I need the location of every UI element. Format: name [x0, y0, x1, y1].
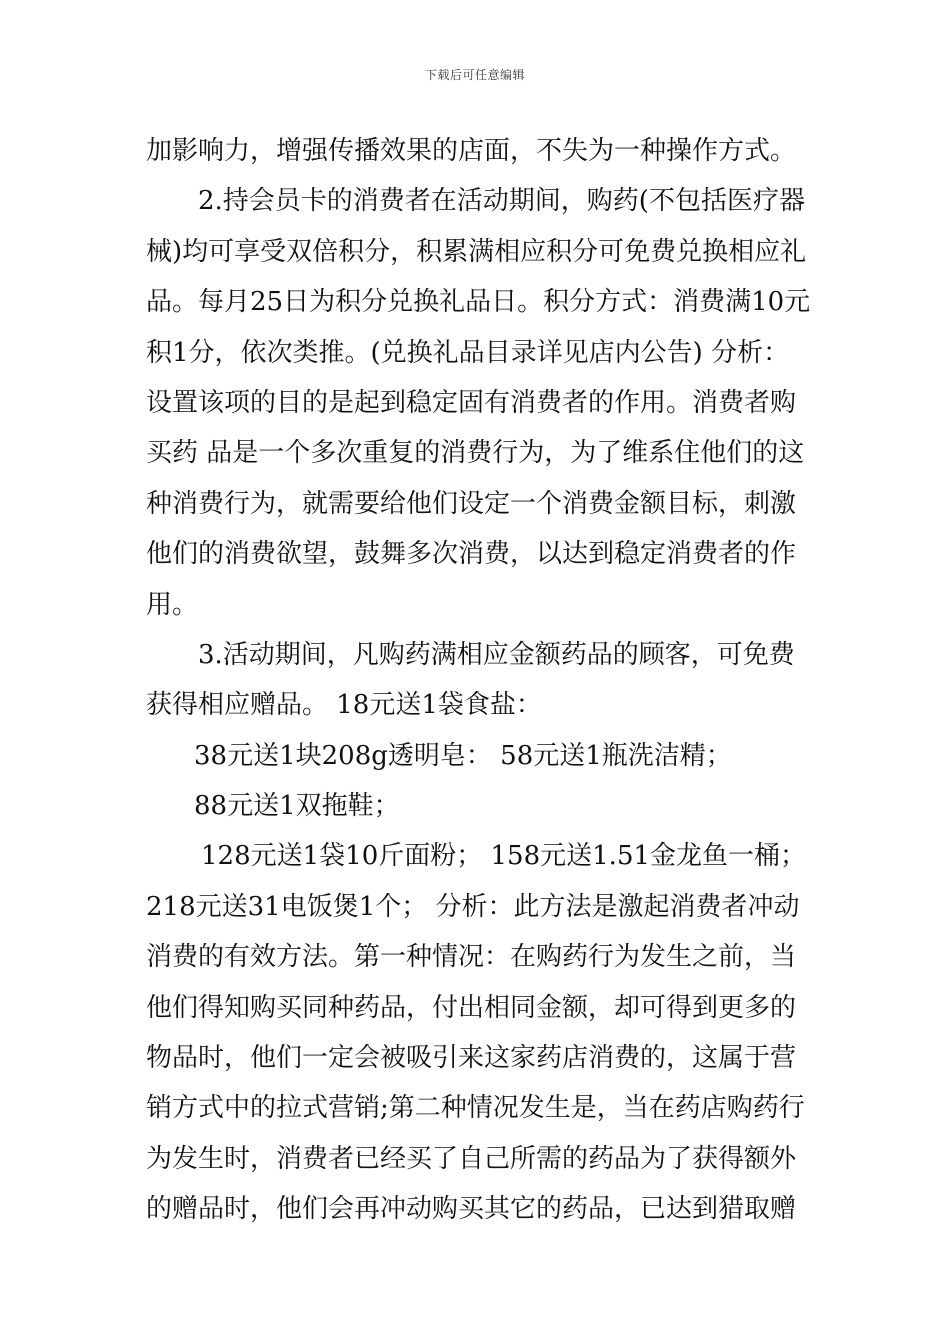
- text-line: 设置该项的目的是起到稳定固有消费者的作用。消费者购: [146, 387, 797, 418]
- text-line: 种消费行为，就需要给他们设定一个消费金额目标，刺激: [146, 488, 797, 519]
- text-line: 他们的消费欲望，鼓舞多次消费，以达到稳定消费者的作: [146, 539, 797, 570]
- text-line: 加影响力，增强传播效果的店面，不失为一种操作方式。: [146, 136, 797, 166]
- page-header: 下载后可任意编辑: [424, 68, 525, 82]
- text-line: 218元送31电饭煲1个； 分析：此方法是激起消费者冲动: [146, 891, 800, 922]
- text-line: 买药 品是一个多次重复的消费行为，为了维系住他们的这: [146, 438, 805, 469]
- text-line: 的赠品时，他们会再冲动购买其它的药品，已达到猎取赠: [146, 1194, 797, 1225]
- text-line: 积1分，依次类推。(兑换礼品目录详见店内公告) 分析：: [146, 337, 790, 368]
- document-body: [146, 126, 810, 1235]
- text-line: 消费的有效方法。第一种情况：在购药行为发生之前，当: [146, 942, 797, 973]
- text-line: 械)均可享受双倍积分，积累满相应积分可免费兑换相应礼: [146, 236, 807, 267]
- text-line: 2.持会员卡的消费者在活动期间，购药(不包括医疗器: [198, 186, 805, 217]
- text-line: 销方式中的拉式营销;第二种情况发生是，当在药店购药行: [146, 1093, 805, 1124]
- text-line: 38元送1块208g透明皂： 58元送1瓶洗洁精；: [194, 740, 732, 771]
- text-line: 他们得知购买同种药品，付出相同金额，却可得到更多的: [146, 992, 797, 1023]
- text-line: 物品时，他们一定会被吸引来这家药店消费的，这属于营: [146, 1043, 797, 1074]
- text-line: 用。: [146, 589, 199, 620]
- text-line: 品。每月25日为积分兑换礼品日。积分方式：消费满10元: [146, 287, 811, 318]
- text-line: 为发生时，消费者已经买了自己所需的药品为了获得额外: [146, 1143, 797, 1174]
- text-line: 获得相应赠品。 18元送1袋食盐：: [146, 690, 542, 721]
- text-line: 128元送1袋10斤面粉； 158元送1.51金龙鱼一桶；: [201, 841, 807, 872]
- text-line: 3.活动期间，凡购药满相应金额药品的顾客，可免费: [198, 639, 795, 670]
- text-line: 88元送1双拖鞋；: [194, 791, 400, 822]
